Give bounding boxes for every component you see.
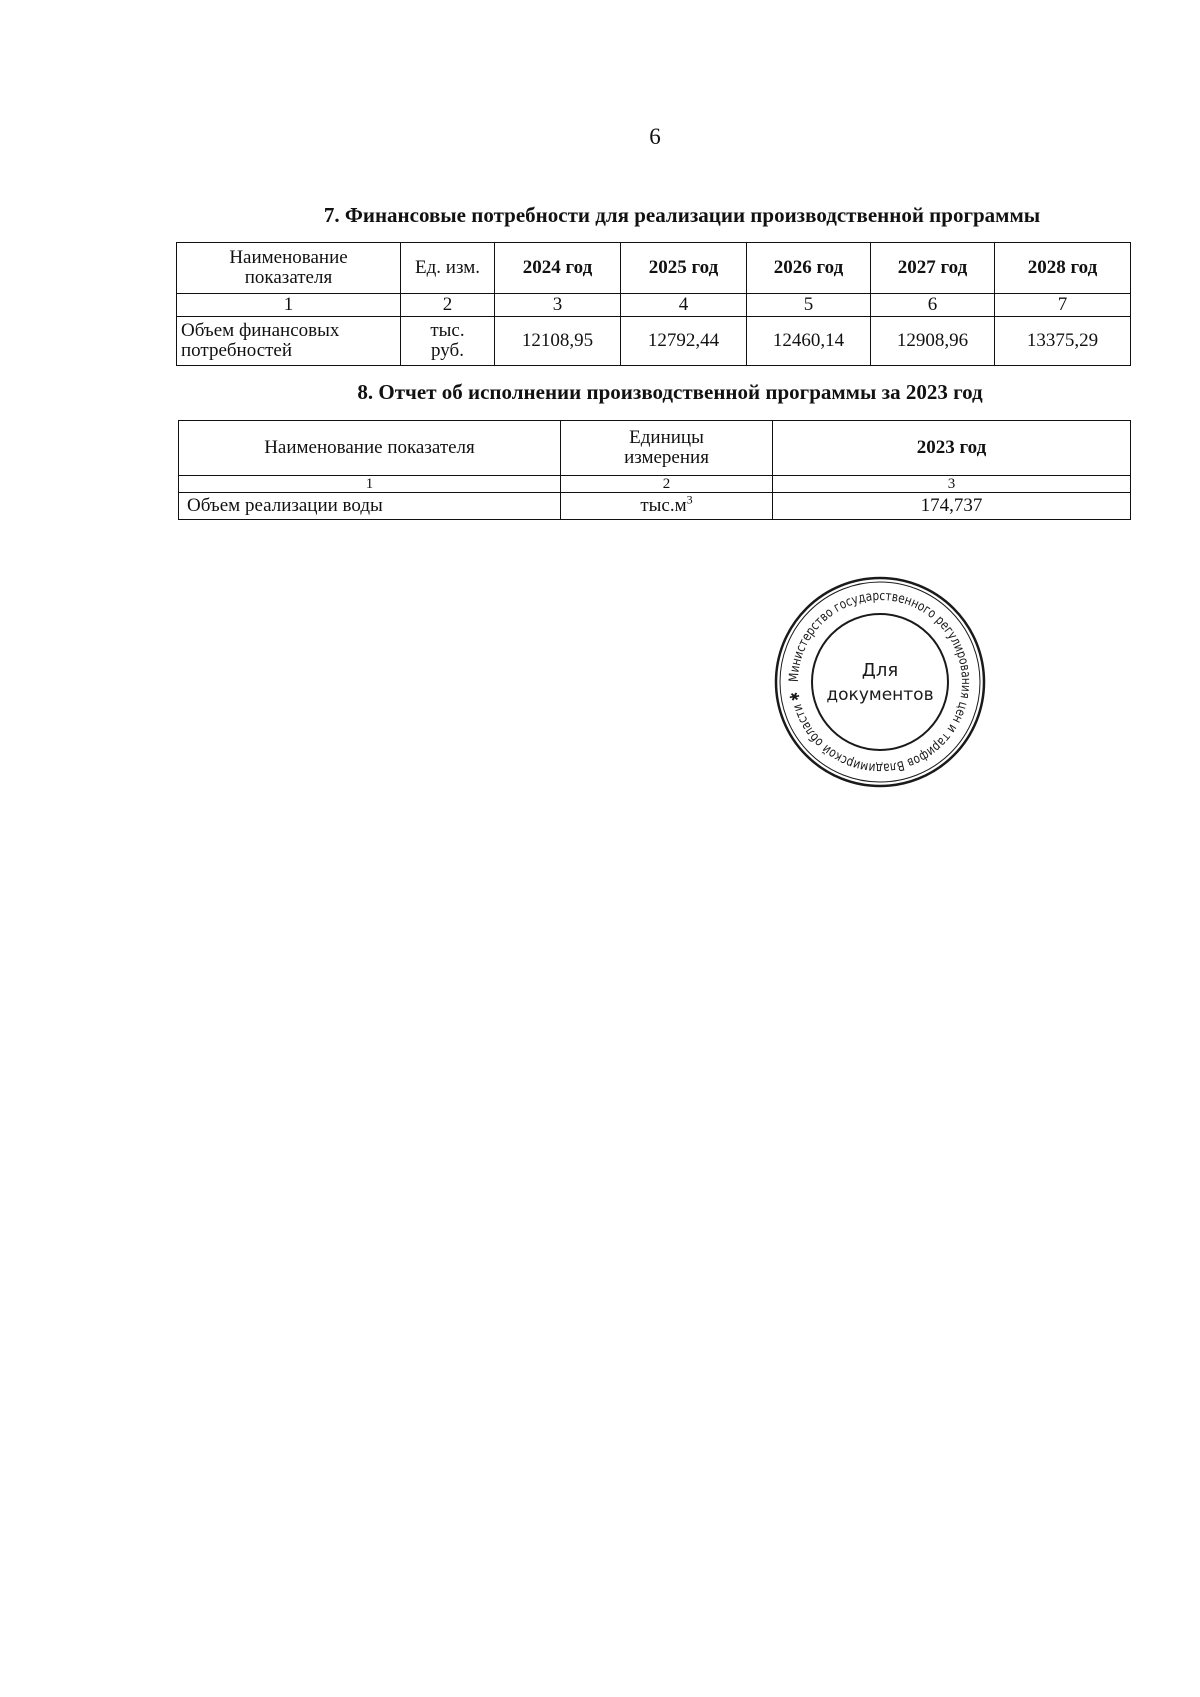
- table-header-row: [177, 243, 1131, 294]
- row-unit-superscript: 3: [686, 492, 693, 507]
- header-unit-line2: измерения: [624, 447, 709, 468]
- column-number: 1: [177, 294, 401, 317]
- header-unit: Ед. изм.: [401, 243, 495, 294]
- header-year-2024: 2024 год: [495, 243, 621, 294]
- section-7-title: 7. Финансовые потребности для реализации производственной программы: [323, 203, 1041, 227]
- header-year-2028: 2028 год: [995, 243, 1131, 294]
- column-number: 3: [773, 476, 1131, 493]
- column-number: 3: [495, 294, 621, 317]
- value-2028: 13375,29: [995, 317, 1131, 366]
- column-number: 4: [621, 294, 747, 317]
- row-unit-line1: тыс.: [430, 320, 465, 341]
- stamp-inner-ring: [812, 614, 948, 750]
- column-number: 2: [561, 476, 773, 493]
- column-number: 5: [747, 294, 871, 317]
- value-2024: 12108,95: [495, 317, 621, 366]
- table-row: [177, 317, 1131, 366]
- column-number: 6: [871, 294, 995, 317]
- header-unit-line1: Единицы: [629, 427, 704, 448]
- row-name-line1: Объем финансовых: [181, 320, 340, 341]
- row-unit-text: тыс.м: [640, 495, 687, 516]
- stamp-center-line1: Для: [861, 660, 899, 681]
- column-numbers-row: [177, 294, 1131, 317]
- header-name: [177, 243, 401, 294]
- column-numbers-row: [179, 476, 1131, 493]
- section-8-title: 8. Отчет об исполнении производственной программы за 2023 год: [357, 380, 983, 404]
- column-number: 7: [995, 294, 1131, 317]
- stamp-outer-ring: [776, 578, 984, 786]
- header-unit: [561, 421, 773, 476]
- row-name-line2: потребностей: [181, 340, 293, 361]
- row-unit: [561, 493, 773, 520]
- header-year-2025: 2025 год: [621, 243, 747, 294]
- value-2026: 12460,14: [747, 317, 871, 366]
- header-year-2026: 2026 год: [747, 243, 871, 294]
- stamp-ring-text: [787, 589, 973, 775]
- table-header-row: [179, 421, 1131, 476]
- stamp-outer-ring-thin: [780, 582, 980, 782]
- value-2027: 12908,96: [871, 317, 995, 366]
- header-name-line2: показателя: [244, 267, 333, 288]
- stamp-ring-textpath: Министерство государственного регулирования цен и тарифов Владимирской области ✱: [786, 588, 974, 776]
- value-2025: 12792,44: [621, 317, 747, 366]
- stamp-center-line2: документов: [826, 685, 934, 705]
- row-unit: [401, 317, 495, 366]
- financial-needs-table: [176, 242, 1131, 366]
- header-name: Наименование показателя: [179, 421, 561, 476]
- execution-report-table: [178, 420, 1131, 520]
- official-stamp: [770, 572, 990, 792]
- row-name: [177, 317, 401, 366]
- column-number: 1: [179, 476, 561, 493]
- row-name: Объем реализации воды: [179, 493, 561, 520]
- page-number: 6: [649, 124, 661, 149]
- header-year-2023: 2023 год: [773, 421, 1131, 476]
- stamp-seal-icon: [770, 572, 990, 792]
- header-name-line1: Наименование: [229, 247, 348, 268]
- header-year-2027: 2027 год: [871, 243, 995, 294]
- row-unit-line2: руб.: [431, 340, 464, 361]
- column-number: 2: [401, 294, 495, 317]
- value-2023: 174,737: [773, 493, 1131, 520]
- table-row: [179, 493, 1131, 520]
